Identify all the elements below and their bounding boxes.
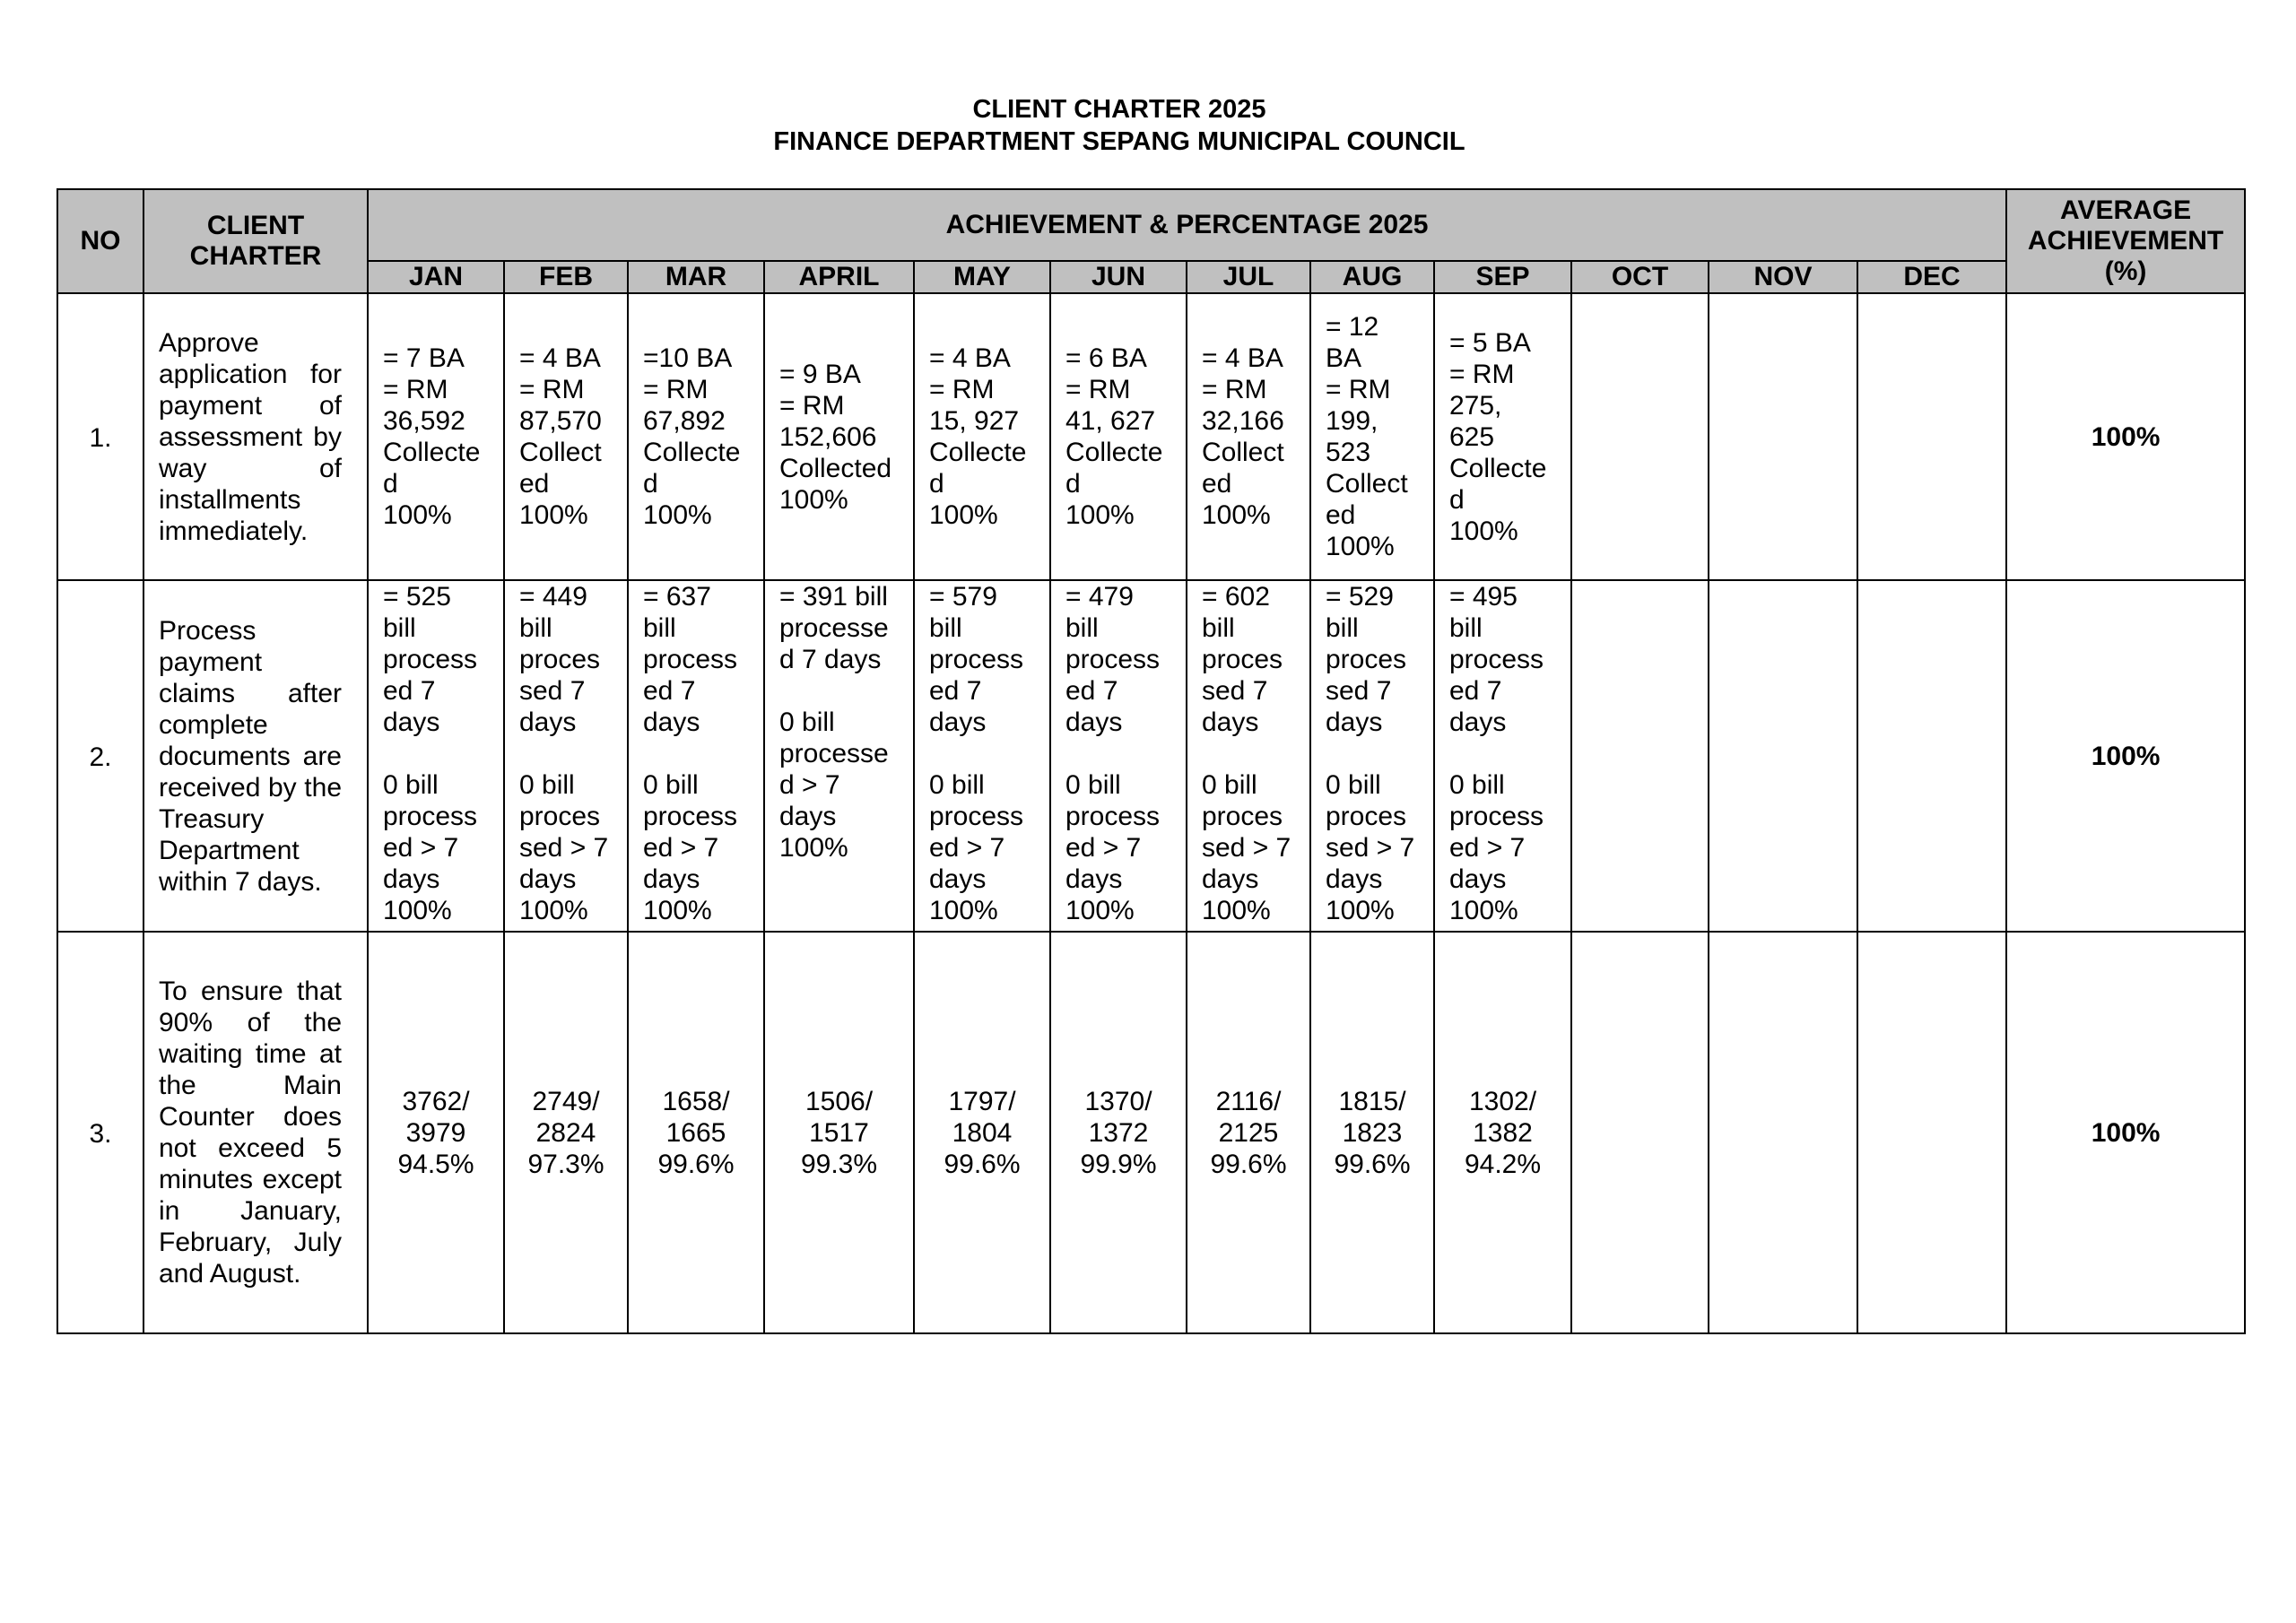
achievement-cell-may: = 4 BA = RM 15, 927 Collecte d 100% bbox=[914, 293, 1050, 580]
achievement-cell-feb: 2749/ 2824 97.3% bbox=[504, 932, 628, 1333]
achievement-cell-april: 1506/ 1517 99.3% bbox=[764, 932, 914, 1333]
achievement-cell-aug: = 529 bill proces sed 7 days 0 bill proces sed > 7 days 100% bbox=[1310, 580, 1434, 932]
achievement-cell-mar: =10 BA = RM 67,892 Collecte d 100% bbox=[628, 293, 764, 580]
header-average-achievement: AVERAGE ACHIEVEMENT (%) bbox=[2006, 189, 2245, 293]
header-no: NO bbox=[57, 189, 144, 293]
client-charter-text: To ensure that 90% of the waiting time at the Main Counter does not exceed 5 minutes except in January, February, July and August. bbox=[144, 932, 368, 1333]
achievement-cell-dec bbox=[1857, 932, 2006, 1333]
table-row bbox=[57, 932, 2245, 1333]
achievement-cell-jan: 3762/ 3979 94.5% bbox=[368, 932, 504, 1333]
row-number: 1. bbox=[57, 293, 144, 580]
achievement-cell-sep: 1302/ 1382 94.2% bbox=[1434, 932, 1571, 1333]
header-achievement: ACHIEVEMENT & PERCENTAGE 2025 bbox=[368, 189, 2006, 261]
header-month-jul: JUL bbox=[1187, 261, 1310, 293]
achievement-cell-nov bbox=[1709, 580, 1857, 932]
header-month-nov: NOV bbox=[1709, 261, 1857, 293]
achievement-cell-aug: 1815/ 1823 99.6% bbox=[1310, 932, 1434, 1333]
achievement-cell-jun: = 6 BA = RM 41, 627 Collecte d 100% bbox=[1050, 293, 1187, 580]
achievement-cell-oct bbox=[1571, 293, 1709, 580]
table-row bbox=[57, 293, 2245, 580]
client-charter-table bbox=[57, 188, 2246, 1334]
average-achievement-value: 100% bbox=[2006, 932, 2245, 1333]
achievement-cell-jan: = 525 bill process ed 7 days 0 bill process ed > 7 days 100% bbox=[368, 580, 504, 932]
header-month-mar: MAR bbox=[628, 261, 764, 293]
header-row-1 bbox=[57, 189, 2245, 261]
achievement-cell-aug: = 12 BA = RM 199, 523 Collect ed 100% bbox=[1310, 293, 1434, 580]
client-charter-text: Process payment claims after complete documents are received by the Treasury Department within 7 days. bbox=[144, 580, 368, 932]
achievement-cell-oct bbox=[1571, 580, 1709, 932]
achievement-cell-april: = 9 BA = RM 152,606 Collected 100% bbox=[764, 293, 914, 580]
achievement-cell-sep: = 5 BA = RM 275, 625 Collecte d 100% bbox=[1434, 293, 1571, 580]
achievement-cell-jun: = 479 bill process ed 7 days 0 bill process ed > 7 days 100% bbox=[1050, 580, 1187, 932]
achievement-cell-dec bbox=[1857, 580, 2006, 932]
header-month-jan: JAN bbox=[368, 261, 504, 293]
average-achievement-value: 100% bbox=[2006, 293, 2245, 580]
row-number: 2. bbox=[57, 580, 144, 932]
achievement-cell-jul: = 602 bill proces sed 7 days 0 bill proces sed > 7 days 100% bbox=[1187, 580, 1310, 932]
achievement-cell-dec bbox=[1857, 293, 2006, 580]
header-month-oct: OCT bbox=[1571, 261, 1709, 293]
achievement-cell-april: = 391 bill processe d 7 days 0 bill processe d > 7 days 100% bbox=[764, 580, 914, 932]
title-block bbox=[0, 93, 2239, 158]
header-month-may: MAY bbox=[914, 261, 1050, 293]
document-title: CLIENT CHARTER 2025 bbox=[972, 95, 1266, 124]
achievement-cell-mar: = 637 bill process ed 7 days 0 bill process ed > 7 days 100% bbox=[628, 580, 764, 932]
achievement-cell-may: = 579 bill process ed 7 days 0 bill process ed > 7 days 100% bbox=[914, 580, 1050, 932]
header-month-dec: DEC bbox=[1857, 261, 2006, 293]
average-achievement-value: 100% bbox=[2006, 580, 2245, 932]
header-month-aug: AUG bbox=[1310, 261, 1434, 293]
client-charter-text: Approve application for payment of assessment by way of installments immediately. bbox=[144, 293, 368, 580]
achievement-cell-jul: = 4 BA = RM 32,166 Collect ed 100% bbox=[1187, 293, 1310, 580]
achievement-cell-feb: = 449 bill proces sed 7 days 0 bill proces sed > 7 days 100% bbox=[504, 580, 628, 932]
achievement-cell-jul: 2116/ 2125 99.6% bbox=[1187, 932, 1310, 1333]
table-row bbox=[57, 580, 2245, 932]
header-month-feb: FEB bbox=[504, 261, 628, 293]
header-month-sep: SEP bbox=[1434, 261, 1571, 293]
header-month-jun: JUN bbox=[1050, 261, 1187, 293]
achievement-cell-jun: 1370/ 1372 99.9% bbox=[1050, 932, 1187, 1333]
achievement-cell-jan: = 7 BA = RM 36,592 Collecte d 100% bbox=[368, 293, 504, 580]
achievement-cell-nov bbox=[1709, 293, 1857, 580]
row-number: 3. bbox=[57, 932, 144, 1333]
document-subtitle: FINANCE DEPARTMENT SEPANG MUNICIPAL COUNCIL bbox=[773, 127, 1465, 156]
achievement-cell-may: 1797/ 1804 99.6% bbox=[914, 932, 1050, 1333]
achievement-cell-oct bbox=[1571, 932, 1709, 1333]
achievement-cell-sep: = 495 bill process ed 7 days 0 bill process ed > 7 days 100% bbox=[1434, 580, 1571, 932]
achievement-cell-nov bbox=[1709, 932, 1857, 1333]
header-row-months bbox=[57, 261, 2245, 293]
header-client-charter: CLIENT CHARTER bbox=[144, 189, 368, 293]
achievement-cell-feb: = 4 BA = RM 87,570 Collect ed 100% bbox=[504, 293, 628, 580]
header-month-april: APRIL bbox=[764, 261, 914, 293]
achievement-cell-mar: 1658/ 1665 99.6% bbox=[628, 932, 764, 1333]
